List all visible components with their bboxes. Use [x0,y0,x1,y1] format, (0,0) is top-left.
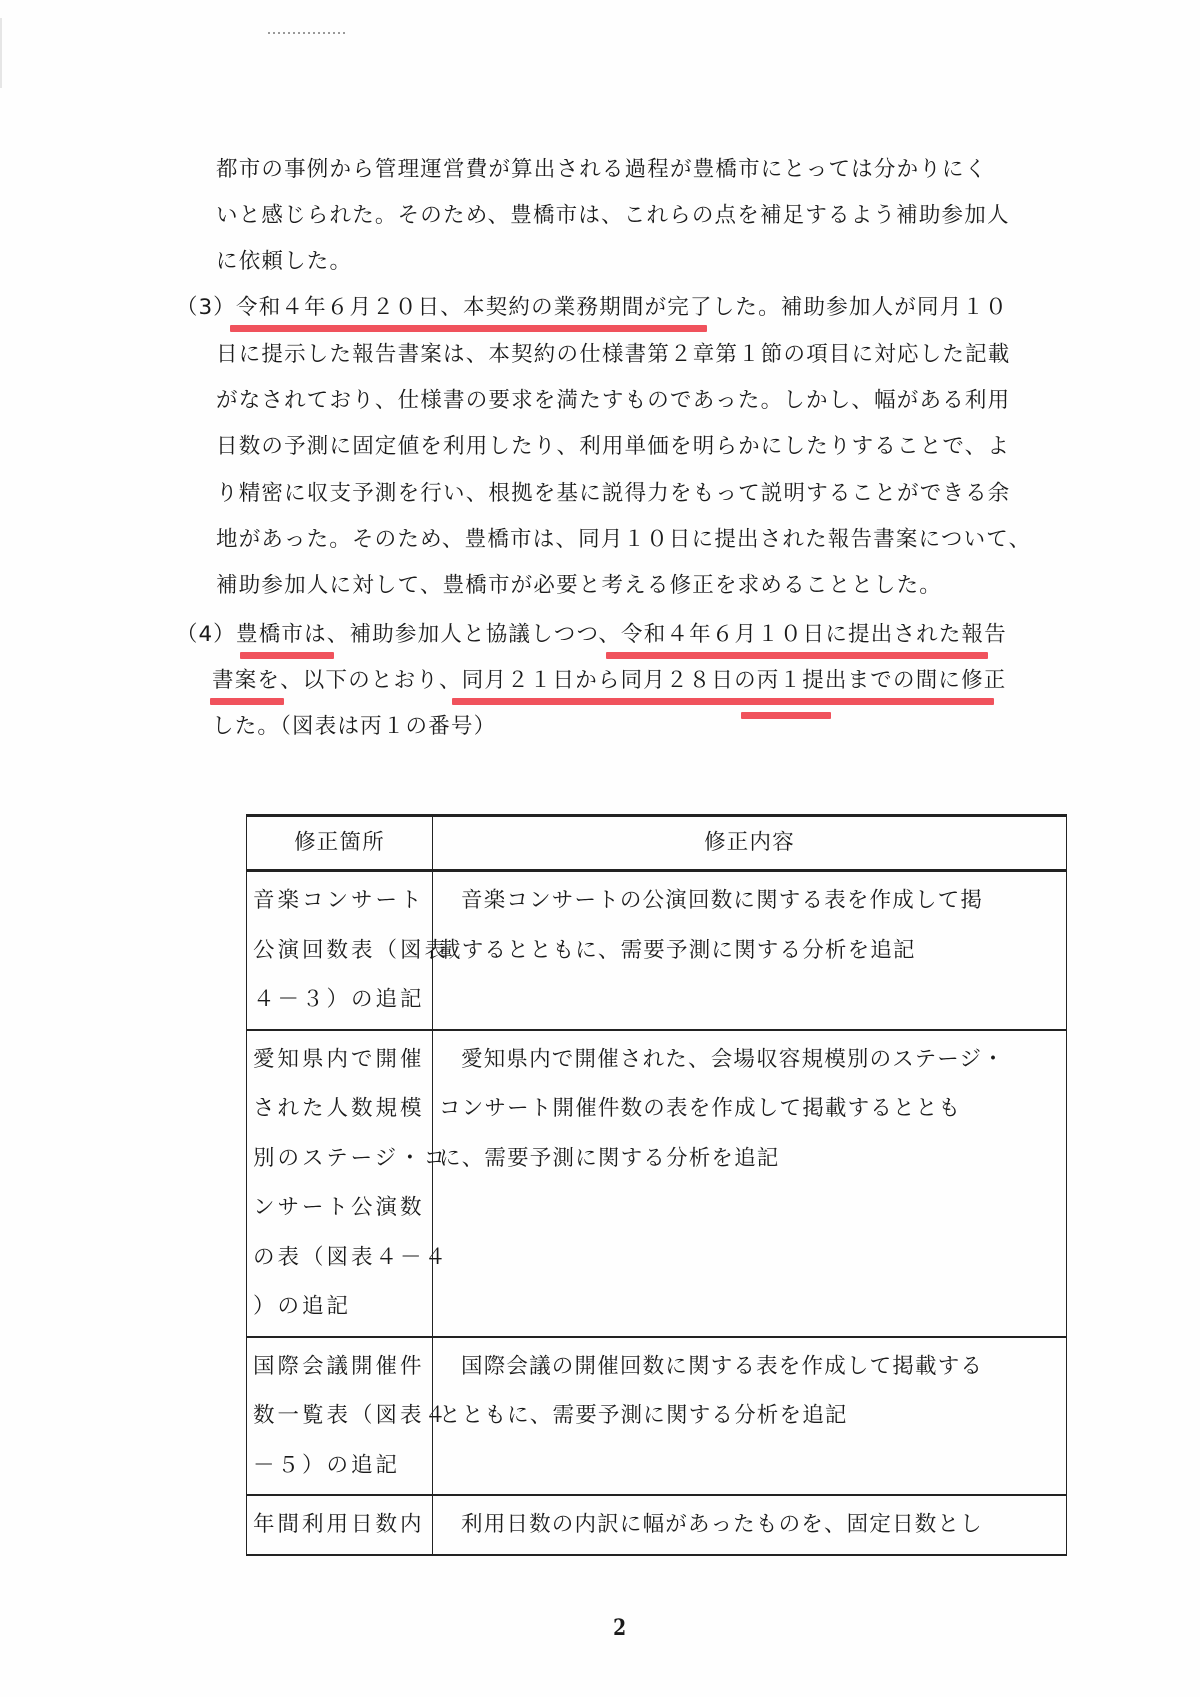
cell-text-line: 国際会議開催件 [253,1353,425,1379]
text-line: 地があった。そのため、豊橋市は、同月１０日に提出された報告書案について、 [216,527,1032,552]
table-row [247,1337,1067,1496]
location-cell [247,871,450,1030]
cell-text-line: の表（図表４－４ [253,1244,450,1270]
text-line: した。（図表は丙１の番号） [212,714,497,739]
table-row [247,871,1067,1030]
text-line: 書案を、以下のとおり、同月２１日から同月２８日の丙１提出までの間に修正 [212,668,1007,693]
cell-text-line: 音楽コンサート [253,888,425,913]
text-line: 日に提示した報告書案は、本契約の仕様書第２章第１節の項目に対応した記載 [216,342,1011,367]
cell-text-line: 別のステージ・コ [253,1145,449,1171]
text-line: いと感じられた。そのため、豊橋市は、これらの点を補足するよう補助参加人 [216,203,1010,228]
text-line: がなされており、仕様書の要求を満たすものであった。しかし、幅がある利用 [216,388,1011,413]
highlight-underline [452,698,994,705]
cell-text-line: 国際会議の開催回数に関する表を作成して掲載する [461,1353,984,1379]
highlight-underline [606,652,988,659]
paragraph-number: （4） [176,622,236,647]
cell-text-line: された人数規模 [253,1096,425,1121]
cell-text-line: 音楽コンサートの公演回数に関する表を作成して掲 [461,888,984,913]
text-line: 豊橋市は、補助参加人と協議しつつ、令和４年６月１０日に提出された報告 [236,622,1007,647]
cell-text-line: 利用日数の内訳に幅があったものを、固定日数とし [461,1512,983,1537]
cell-text-line: 載するとともに、需要予測に関する分析を追記 [439,937,916,963]
location-cell [247,1030,450,1337]
text-line: 補助参加人に対して、豊橋市が必要と考える修正を求めることとした。 [216,573,942,598]
content-cell [433,1495,1067,1555]
page-number: 2 [613,1615,627,1641]
cell-text-line: －５）の追記 [253,1452,401,1478]
content-cell [433,1030,1067,1337]
text-line: 令和４年６月２０日、本契約の業務期間が完了した。補助参加人が同月１０ [236,295,1008,320]
cell-text-line: ）の追記 [253,1294,352,1319]
cell-text-line: コンサート開催件数の表を作成して掲載するととも [439,1096,962,1121]
text-line: 日数の予測に固定値を利用したり、利用単価を明らかにしたりすることで、よ [216,434,1011,459]
cell-text-line: 年間利用日数内 [253,1512,425,1537]
column-header-location: 修正箇所 [247,816,433,871]
cell-text-line: 数一覧表（図表４ [253,1403,450,1428]
cell-text-line: 愛知県内で開催された、会場収容規模別のステージ・ [461,1046,1005,1072]
scan-noise-artifact [268,32,348,34]
table-header-row [247,816,1067,871]
column-header-content: 修正内容 [433,816,1067,871]
table-row [247,1495,1067,1555]
highlight-underline [741,712,831,719]
cell-text-line: ４－３）の追記 [253,987,425,1012]
cell-text-line: 愛知県内で開催 [253,1046,425,1072]
paragraph-number: （3） [176,295,236,320]
content-cell [433,1337,1067,1496]
cell-text-line: に、需要予測に関する分析を追記 [439,1145,780,1171]
cell-text-line: 公演回数表（図表 [253,937,450,963]
corrections-table [246,814,1067,1556]
table-row [247,1030,1067,1337]
cell-text-line: とともに、需要予測に関する分析を追記 [439,1403,848,1428]
cell-text-line: ンサート公演数 [253,1195,425,1220]
highlight-underline [240,652,334,659]
highlight-underline [210,698,284,705]
highlight-underline [230,325,707,332]
text-line: り精密に収支予測を行い、根拠を基に説得力をもって説明することができる余 [216,481,1011,506]
scan-edge-artifact [0,18,2,88]
location-cell [247,1337,450,1496]
text-line: 都市の事例から管理運営費が算出される過程が豊橋市にとっては分かりにく [216,157,988,182]
content-cell [433,871,1067,1030]
location-cell [247,1495,433,1555]
text-line: に依頼した。 [216,249,353,274]
